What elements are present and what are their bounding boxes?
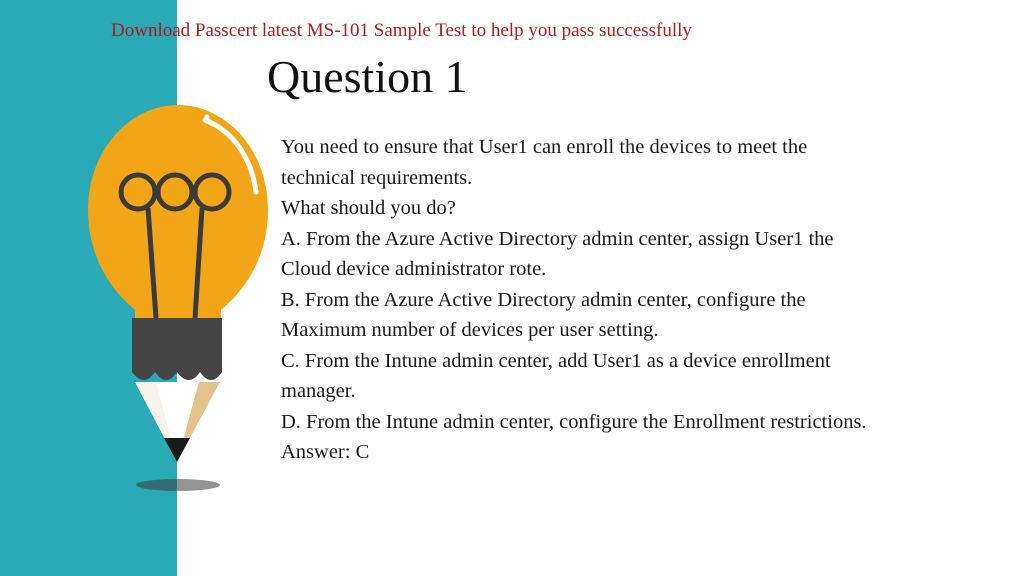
- question-stem-line-2: technical requirements.: [281, 166, 473, 189]
- option-a-line-1: A. From the Azure Active Directory admin center, assign User1 the: [281, 227, 834, 250]
- option-b-line-2: Maximum number of devices per user setting.: [281, 319, 659, 341]
- option-d: D. From the Intune admin center, configure the Enrollment restrictions.: [281, 410, 867, 433]
- option-a-line-2: Cloud device administrator rote.: [281, 258, 547, 280]
- question-body: [281, 132, 1016, 468]
- download-banner: Download Passcert latest MS-101 Sample Test to help you pass successfully: [111, 20, 692, 41]
- option-b-line-1: B. From the Azure Active Directory admin center, configure the: [281, 288, 806, 311]
- answer: Answer: C: [281, 441, 370, 463]
- question-stem-line-1: You need to ensure that User1 can enroll the devices to meet the: [281, 136, 808, 158]
- question-title: Question 1: [267, 51, 468, 102]
- option-c-line-1: C. From the Intune admin center, add User1 as a device enrollment: [281, 349, 831, 372]
- lightbulb-pencil-icon: [80, 100, 275, 500]
- option-c-line-2: manager.: [281, 380, 356, 402]
- question-prompt: What should you do?: [281, 197, 456, 219]
